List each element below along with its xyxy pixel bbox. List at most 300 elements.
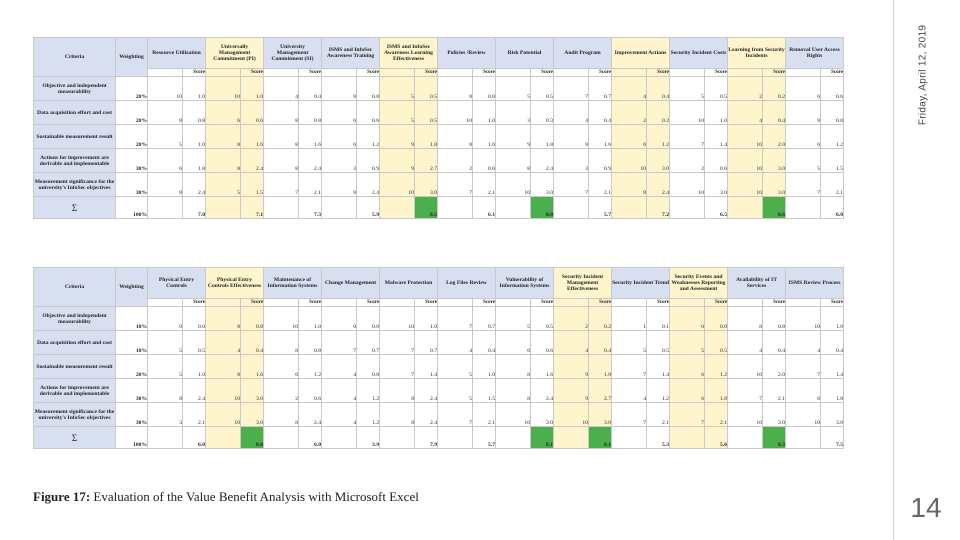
score-label: Score [415, 69, 438, 77]
criteria-header: Criteria [34, 268, 116, 307]
score-value: 3.0 [531, 173, 554, 197]
score-label: Score [763, 299, 786, 307]
rating-value: 8 [264, 403, 299, 427]
score-value: 0.6 [705, 149, 728, 173]
rating-value: 3 [496, 101, 531, 125]
score-value: 0.6 [821, 77, 844, 101]
score-value: 2.0 [763, 125, 786, 149]
total-value: 3.9 [357, 427, 380, 449]
score-value: 3.0 [415, 173, 438, 197]
rating-value: 7 [554, 173, 589, 197]
rating-value: 8 [380, 403, 415, 427]
score-label: Score [647, 299, 670, 307]
rating-value: 8 [148, 173, 183, 197]
rating-value: 3 [148, 403, 183, 427]
rating-value: 8 [554, 125, 589, 149]
rating-value: 6 [206, 101, 241, 125]
rating-value: 10 [670, 173, 705, 197]
rating-value: 10 [612, 149, 647, 173]
score-value: 1.6 [589, 125, 612, 149]
rating-value: 10 [728, 403, 763, 427]
rating-value: 3 [322, 149, 357, 173]
score-value: 0.8 [241, 307, 264, 331]
score-value: 0.6 [299, 379, 322, 403]
rating-value: 4 [612, 379, 647, 403]
score-value: 2.4 [357, 173, 380, 197]
header-spacer [206, 69, 241, 77]
sum-symbol: Σ [34, 197, 116, 219]
rating-value: 7 [670, 125, 705, 149]
score-label: Score [705, 69, 728, 77]
score-value: 0.9 [357, 149, 380, 173]
score-value: 0.8 [357, 77, 380, 101]
rating-value: 10 [728, 125, 763, 149]
score-value: 0.3 [531, 101, 554, 125]
score-value: 2.1 [647, 403, 670, 427]
column-header: Vulnerability of Information Systems [496, 268, 554, 299]
rating-value: 6 [264, 355, 299, 379]
sum-spacer [786, 197, 821, 219]
rating-value: 6 [670, 379, 705, 403]
rating-value: 7 [438, 173, 473, 197]
score-value: 0.4 [241, 331, 264, 355]
sum-spacer [206, 427, 241, 449]
rating-value: 10 [380, 173, 415, 197]
score-value: 0.8 [299, 331, 322, 355]
score-value: 0.5 [705, 331, 728, 355]
score-value: 1.6 [473, 125, 496, 149]
header-spacer [670, 69, 705, 77]
score-value: 1.4 [647, 355, 670, 379]
score-value: 1.4 [415, 355, 438, 379]
score-value: 1.0 [473, 101, 496, 125]
weight-value: 10% [116, 331, 148, 355]
rating-value: 8 [612, 173, 647, 197]
rating-value: 10 [786, 307, 821, 331]
weight-value: 20% [116, 101, 148, 125]
score-label: Score [241, 69, 264, 77]
score-value: 0.8 [183, 101, 206, 125]
rating-value: 6 [786, 379, 821, 403]
column-header: Malware Protection [380, 268, 438, 299]
score-value: 0.4 [763, 101, 786, 125]
score-value: 1.5 [241, 173, 264, 197]
rating-value: 4 [728, 101, 763, 125]
score-label: Score [821, 69, 844, 77]
header-spacer [670, 299, 705, 307]
score-value: 1.0 [241, 77, 264, 101]
score-value: 2.4 [299, 149, 322, 173]
score-value: 0.0 [357, 307, 380, 331]
rating-value: 10 [438, 101, 473, 125]
rating-value: 2 [612, 101, 647, 125]
column-header: University Management Commitment (SI) [264, 38, 322, 69]
score-value: 2.1 [705, 403, 728, 427]
column-header: Physical Entry Controls Effectiveness [206, 268, 264, 299]
score-value: 1.5 [821, 149, 844, 173]
sum-spacer [728, 197, 763, 219]
rating-value: 6 [612, 125, 647, 149]
rating-value: 8 [496, 149, 531, 173]
header-spacer [786, 69, 821, 77]
total-value: 6.5 [705, 197, 728, 219]
criterion-label: Data acquisition effort and cost [34, 101, 116, 125]
score-value: 0.5 [531, 77, 554, 101]
column-header: Policies /Review [438, 38, 496, 69]
score-value: 1.0 [473, 355, 496, 379]
score-label: Score [589, 299, 612, 307]
score-value: 3.0 [705, 173, 728, 197]
score-value: 0.2 [647, 101, 670, 125]
rating-value: 9 [554, 355, 589, 379]
weight-value: 30% [116, 173, 148, 197]
total-value: 5.7 [473, 427, 496, 449]
header-spacer [786, 299, 821, 307]
rating-value: 6 [670, 355, 705, 379]
score-value: 3.0 [763, 403, 786, 427]
sum-row [34, 197, 844, 219]
rating-value: 0 [670, 307, 705, 331]
column-header: Security Incident Management Effectiveness [554, 268, 612, 299]
sum-spacer [322, 197, 357, 219]
rating-value: 8 [206, 355, 241, 379]
sum-spacer [670, 197, 705, 219]
table-row [34, 355, 844, 379]
score-value: 1.2 [647, 379, 670, 403]
rating-value: 8 [206, 149, 241, 173]
column-header: ISMS and InfoSec Awareness Learning Effectiveness [380, 38, 438, 69]
score-value: 1.8 [821, 379, 844, 403]
rating-value: 4 [612, 77, 647, 101]
rating-value: 7 [438, 307, 473, 331]
rating-value: 7 [322, 331, 357, 355]
best-total-value: 8.8 [241, 427, 264, 449]
score-value: 2.4 [531, 379, 554, 403]
score-value: 2.7 [589, 379, 612, 403]
score-label: Score [415, 299, 438, 307]
score-label: Score [763, 69, 786, 77]
rating-value: 4 [554, 331, 589, 355]
score-value: 2.4 [415, 379, 438, 403]
table-row [34, 331, 844, 355]
score-value: 1.8 [183, 149, 206, 173]
score-value: 1.2 [705, 355, 728, 379]
weight-value: 30% [116, 149, 148, 173]
column-header: Security Incident Trend [612, 268, 670, 299]
criterion-label: Sustainable measurement result [34, 125, 116, 149]
total-value: 6.1 [473, 197, 496, 219]
score-value: 0.5 [531, 307, 554, 331]
table-row [34, 173, 844, 197]
rating-value: 9 [380, 125, 415, 149]
score-value: 1.6 [241, 355, 264, 379]
score-value: 0.4 [589, 331, 612, 355]
score-value: 0.5 [705, 77, 728, 101]
score-value: 3.0 [531, 403, 554, 427]
header-spacer [264, 299, 299, 307]
best-total-value: 8.0 [531, 197, 554, 219]
sum-symbol: Σ [34, 427, 116, 449]
score-value: 1.2 [357, 125, 380, 149]
score-value: 0.5 [183, 331, 206, 355]
score-value: 3.0 [763, 173, 786, 197]
rating-value: 2 [670, 149, 705, 173]
score-value: 2.4 [299, 403, 322, 427]
score-value: 2.1 [763, 379, 786, 403]
total-value: 7.9 [415, 427, 438, 449]
column-header: ISMS Review Process [786, 268, 844, 299]
header-spacer [148, 299, 183, 307]
score-label: Score [299, 299, 322, 307]
sum-spacer [264, 197, 299, 219]
score-value: 0.4 [647, 77, 670, 101]
score-value: 2.4 [647, 173, 670, 197]
sum-spacer [612, 427, 647, 449]
total-value: 5.9 [357, 197, 380, 219]
score-value: 2.1 [299, 173, 322, 197]
score-value: 2.4 [183, 173, 206, 197]
score-value: 1.2 [299, 355, 322, 379]
score-value: 0.8 [357, 355, 380, 379]
total-value: 7.0 [183, 197, 206, 219]
header-spacer [322, 299, 357, 307]
rating-value: 6 [496, 331, 531, 355]
sum-spacer [438, 197, 473, 219]
rating-value: 10 [786, 403, 821, 427]
header-spacer [438, 299, 473, 307]
total-value: 6.0 [821, 197, 844, 219]
criterion-label: Measurement significance for the university's InfoSec objectives [34, 173, 116, 197]
table-row [34, 101, 844, 125]
rating-value: 10 [206, 379, 241, 403]
rating-value: 2 [554, 307, 589, 331]
total-value: 7.2 [647, 197, 670, 219]
score-value: 1.0 [415, 307, 438, 331]
score-label: Score [531, 299, 554, 307]
rating-value: 5 [670, 331, 705, 355]
score-value: 0.0 [183, 307, 206, 331]
score-value: 0.8 [473, 77, 496, 101]
rating-value: 2 [438, 149, 473, 173]
header-spacer [728, 69, 763, 77]
header-spacer [612, 69, 647, 77]
rating-value: 6 [322, 101, 357, 125]
score-value: 0.0 [705, 307, 728, 331]
column-header: Physical Entry Controls [148, 268, 206, 299]
score-value: 0.5 [647, 331, 670, 355]
score-value: 2.4 [241, 149, 264, 173]
rating-value: 4 [206, 331, 241, 355]
score-value: 2.1 [473, 403, 496, 427]
criterion-label: Data acquisition effort and cost [34, 331, 116, 355]
rating-value: 8 [264, 331, 299, 355]
header-spacer [554, 299, 589, 307]
rating-value: 5 [496, 307, 531, 331]
score-value: 1.5 [473, 379, 496, 403]
rating-value: 5 [380, 101, 415, 125]
total-weight: 100% [116, 427, 148, 449]
best-total-value: 8.3 [763, 427, 786, 449]
sum-spacer [322, 427, 357, 449]
weight-value: 10% [116, 307, 148, 331]
score-value: 1.2 [357, 403, 380, 427]
score-value: 0.6 [531, 331, 554, 355]
score-value: 1.0 [183, 125, 206, 149]
weight-value: 20% [116, 125, 148, 149]
score-value: 0.7 [589, 77, 612, 101]
score-value: 1.4 [705, 125, 728, 149]
header-spacer [612, 299, 647, 307]
caption-text: Evaluation of the Value Benefit Analysis with Microsoft Excel [90, 489, 419, 504]
page-number: 14 [910, 492, 942, 523]
score-value: 1.4 [821, 355, 844, 379]
score-value: 1.6 [241, 125, 264, 149]
column-header: Maintenance of Information Systems [264, 268, 322, 299]
header-spacer [264, 69, 299, 77]
score-value: 0.5 [415, 101, 438, 125]
rating-value: 4 [264, 77, 299, 101]
rating-value: 6 [148, 149, 183, 173]
score-value: 0.4 [299, 77, 322, 101]
rating-value: 5 [148, 331, 183, 355]
score-value: 1.2 [647, 125, 670, 149]
rating-value: 5 [148, 125, 183, 149]
score-value: 2.4 [415, 403, 438, 427]
column-header: ISMS and InfoSec Awareness Training [322, 38, 380, 69]
sum-spacer [670, 427, 705, 449]
rating-value: 5 [786, 149, 821, 173]
rating-value: 8 [148, 101, 183, 125]
rating-value: 9 [380, 149, 415, 173]
score-value: 0.4 [589, 101, 612, 125]
rating-value: 5 [380, 77, 415, 101]
score-value: 0.7 [415, 331, 438, 355]
criterion-label: Measurement significance for the university's InfoSec objectives [34, 403, 116, 427]
score-value: 1.2 [357, 379, 380, 403]
score-value: 0.1 [647, 307, 670, 331]
table-row [34, 77, 844, 101]
rating-value: 7 [670, 403, 705, 427]
rating-value: 5 [670, 77, 705, 101]
rating-value: 8 [496, 355, 531, 379]
score-value: 1.8 [531, 125, 554, 149]
rating-value: 8 [206, 125, 241, 149]
column-header: Security Incident Costs [670, 38, 728, 69]
rating-value: 10 [206, 77, 241, 101]
rating-value: 7 [554, 77, 589, 101]
rating-value: 7 [380, 331, 415, 355]
table-row [34, 125, 844, 149]
column-header: Resource Utilization [148, 38, 206, 69]
sum-spacer [148, 197, 183, 219]
rating-value: 10 [728, 173, 763, 197]
score-value: 0.6 [357, 101, 380, 125]
rating-value: 4 [728, 331, 763, 355]
rating-value: 5 [612, 331, 647, 355]
rating-value: 3 [554, 149, 589, 173]
sum-spacer [786, 427, 821, 449]
rating-value: 7 [264, 173, 299, 197]
score-label: Score [241, 299, 264, 307]
rating-value: 10 [670, 101, 705, 125]
score-label: Score [705, 299, 728, 307]
column-header: Removal User Access Rights [786, 38, 844, 69]
rating-value: 7 [786, 355, 821, 379]
sum-spacer [728, 427, 763, 449]
rating-value: 8 [438, 77, 473, 101]
side-divider [893, 0, 894, 540]
rating-value: 6 [786, 77, 821, 101]
rating-value: 8 [728, 307, 763, 331]
rating-value: 7 [786, 173, 821, 197]
score-value: 0.8 [821, 101, 844, 125]
sum-spacer [612, 197, 647, 219]
best-total-value: 8.5 [415, 197, 438, 219]
header-spacer [496, 299, 531, 307]
table-row [34, 149, 844, 173]
rating-value: 4 [322, 355, 357, 379]
score-value: 0.9 [589, 149, 612, 173]
score-value: 2.7 [415, 149, 438, 173]
score-value: 3.0 [821, 403, 844, 427]
rating-value: 8 [322, 77, 357, 101]
rating-value: 10 [728, 149, 763, 173]
score-value: 2.0 [763, 355, 786, 379]
rating-value: 0 [322, 307, 357, 331]
rating-value: 4 [322, 403, 357, 427]
score-value: 0.6 [241, 101, 264, 125]
rating-value: 10 [148, 77, 183, 101]
rating-value: 7 [380, 355, 415, 379]
criterion-label: Objective and independent measurability [34, 307, 116, 331]
score-value: 3.0 [647, 149, 670, 173]
rating-value: 8 [380, 379, 415, 403]
rating-value: 8 [438, 125, 473, 149]
sum-spacer [554, 197, 589, 219]
score-value: 1.8 [415, 125, 438, 149]
score-label: Score [299, 69, 322, 77]
rating-value: 5 [438, 379, 473, 403]
score-value: 0.4 [821, 331, 844, 355]
header-spacer [728, 299, 763, 307]
best-total-value: 8.6 [763, 197, 786, 219]
rating-value: 4 [322, 379, 357, 403]
rating-value: 10 [496, 173, 531, 197]
evaluation-table-2 [33, 267, 844, 449]
total-value: 5.3 [647, 427, 670, 449]
score-value: 1.0 [183, 77, 206, 101]
score-value: 0.4 [763, 331, 786, 355]
rating-value: 8 [264, 149, 299, 173]
rating-value: 4 [438, 331, 473, 355]
total-value: 6.0 [183, 427, 206, 449]
header-spacer [438, 69, 473, 77]
score-value: 0.2 [589, 307, 612, 331]
criteria-header: Criteria [34, 38, 116, 77]
score-value: 3.0 [589, 403, 612, 427]
score-label: Score [357, 69, 380, 77]
sum-spacer [148, 427, 183, 449]
score-value: 0.8 [763, 307, 786, 331]
sum-spacer [438, 427, 473, 449]
sum-spacer [496, 427, 531, 449]
score-value: 1.2 [821, 125, 844, 149]
rating-value: 10 [554, 403, 589, 427]
score-value: 3.0 [241, 379, 264, 403]
table-row [34, 379, 844, 403]
best-total-value: 8.1 [589, 427, 612, 449]
header-spacer [380, 299, 415, 307]
